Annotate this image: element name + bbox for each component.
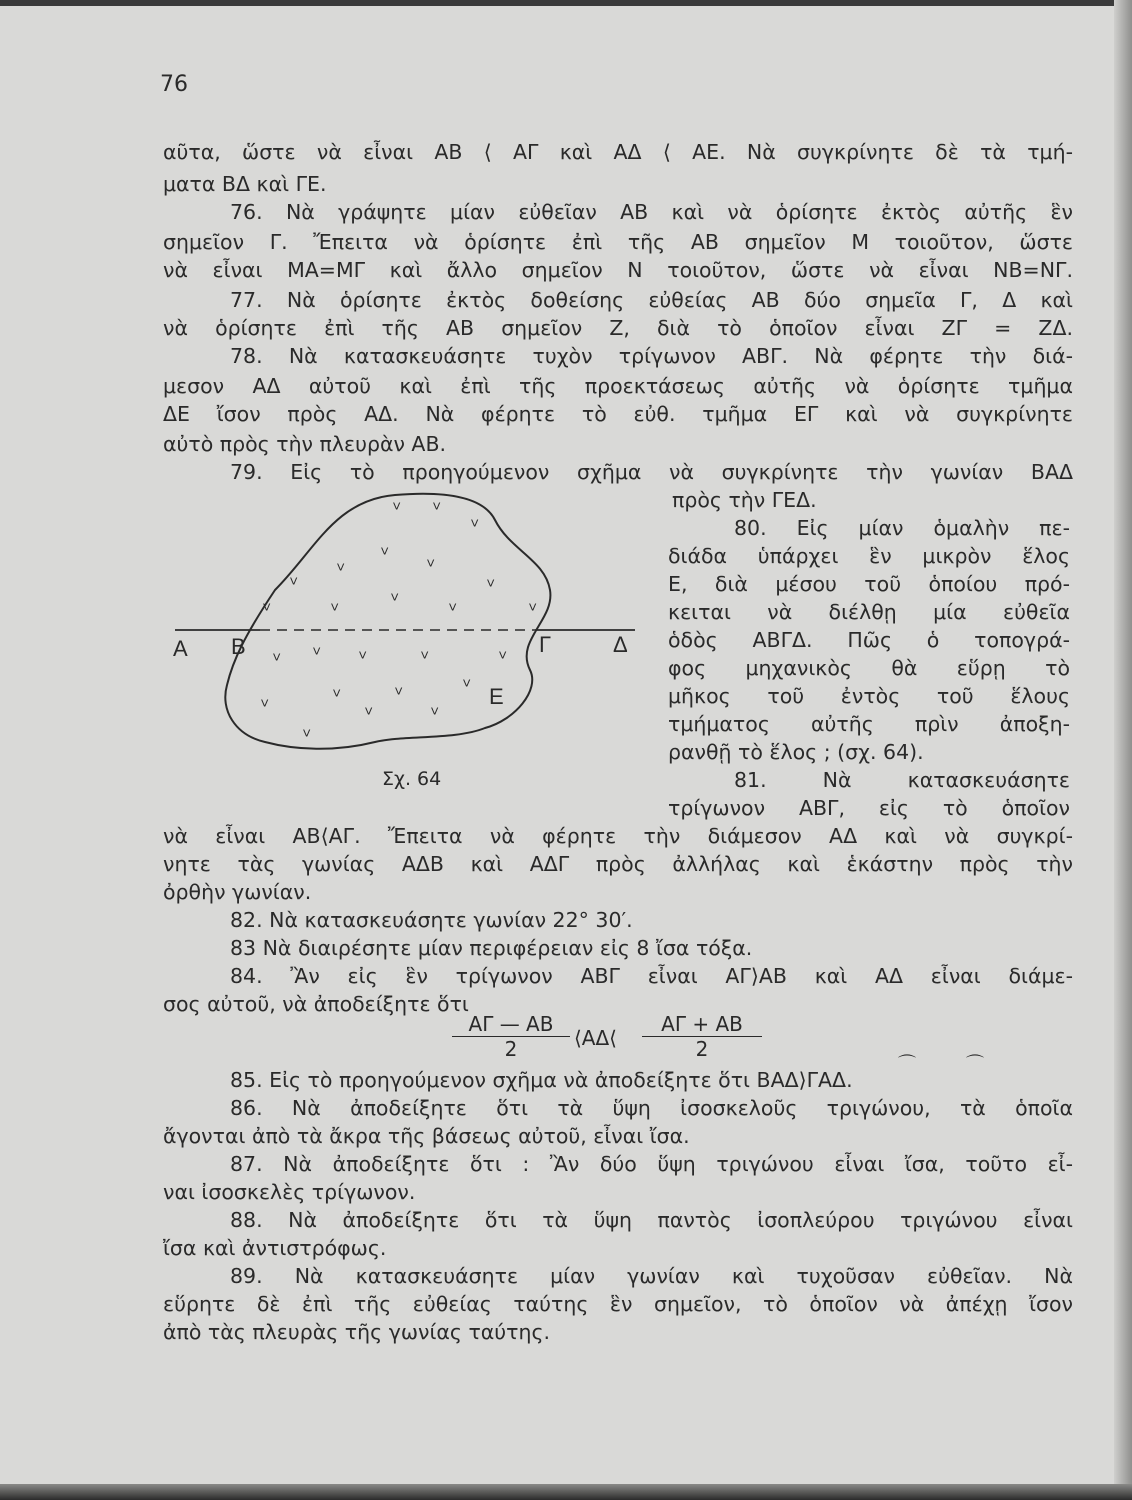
text-line: 85. Εἰς τὸ προηγούμενον σχῆμα νὰ ἀποδείξητε ὅτι ΒΑΔ⟩ΓΑΔ. bbox=[230, 1068, 853, 1092]
text-line: 82. Νὰ κατασκευάσητε γωνίαν 22° 30′. bbox=[230, 908, 633, 932]
text-line: νητε τὰς γωνίας ΑΔΒ καὶ ΑΔΓ πρὸς ἀλλήλας καὶ ἑκάστην πρὸς τὴν bbox=[163, 852, 1073, 876]
text-line: τμήματος αὐτῆς πρὶν ἀποξη- bbox=[668, 712, 1070, 736]
marsh-symbol: ⱽ bbox=[433, 500, 441, 520]
marsh-symbol: ⱽ bbox=[529, 601, 537, 621]
text-line: νὰ εἶναι ΜΑ=ΜΓ καὶ ἄλλο σημεῖον Ν τοιοῦτον, ὥστε νὰ εἶναι ΝΒ=ΝΓ. bbox=[163, 258, 1073, 282]
label-b: Β bbox=[231, 634, 246, 659]
text-line: 78. Νὰ κατασκευάσητε τυχὸν τρίγωνον ΑΒΓ. Νὰ φέρητε τὴν διά- bbox=[230, 344, 1073, 368]
marsh-symbol: ⱽ bbox=[463, 677, 471, 697]
marsh-figure bbox=[165, 480, 665, 770]
marsh-symbol: ⱽ bbox=[431, 705, 439, 725]
text-line: νὰ ὁρίσητε ἐπὶ τῆς ΑΒ σημεῖον Ζ, διὰ τὸ ὁποῖον εἶναι ΖΓ = ΖΔ. bbox=[163, 316, 1073, 340]
text-line: διάδα ὑπάρχει ἓν μικρὸν ἕλος bbox=[668, 544, 1070, 568]
text-line: 79. Εἰς τὸ προηγούμενον σχῆμα νὰ συγκρίνητε τὴν γωνίαν ΒΑΔ bbox=[230, 460, 1073, 484]
text-line: ὁδὸς ΑΒΓΔ. Πῶς ὁ τοπογρά- bbox=[668, 628, 1070, 652]
page-bottom-edge bbox=[0, 1484, 1132, 1500]
marsh-symbol: ⱽ bbox=[333, 687, 341, 707]
text-line: ἄγονται ἀπὸ τὰ ἄκρα τῆς βάσεως αὐτοῦ, εἶναι ἴσα. bbox=[163, 1124, 690, 1148]
page-number: 76 bbox=[160, 72, 188, 97]
page-right-edge bbox=[1114, 0, 1132, 1500]
marsh-symbol: ⱽ bbox=[471, 517, 479, 537]
marsh-symbol: ⱽ bbox=[395, 685, 403, 705]
marsh-symbol: ⱽ bbox=[273, 651, 281, 671]
text-line: κειται νὰ διέλθῃ μία εὐθεῖα bbox=[668, 600, 1070, 624]
text-line: φος μηχανικὸς θὰ εὕρῃ τὸ bbox=[668, 656, 1070, 680]
left-fraction bbox=[452, 1012, 570, 1061]
right-numerator: ΑΓ + ΑΒ bbox=[642, 1012, 762, 1037]
formula-middle: ⟨ΑΔ⟨ bbox=[574, 1026, 617, 1050]
text-line: ἀπὸ τὰς πλευρὰς τῆς γωνίας ταύτης. bbox=[163, 1320, 551, 1344]
marsh-symbol: ⱽ bbox=[303, 727, 311, 747]
text-line: 76. Νὰ γράψητε μίαν εὐθεῖαν ΑΒ καὶ νὰ ὁρίσητε ἐκτὸς αὐτῆς ἓν bbox=[230, 200, 1073, 224]
text-line: Ε, διὰ μέσου τοῦ ὁποίου πρό- bbox=[668, 572, 1070, 596]
text-line: 86. Νὰ ἀποδείξητε ὅτι τὰ ὕψη ἰσοσκελοῦς τριγώνου, τὰ ὁποῖα bbox=[230, 1096, 1073, 1120]
text-line: 87. Νὰ ἀποδείξητε ὅτι : Ἂν δύο ὕψη τριγώνου εἶναι ἴσα, τοῦτο εἶ- bbox=[230, 1152, 1073, 1176]
text-line: αὐτὸ πρὸς τὴν πλευρὰν ΑΒ. bbox=[163, 432, 447, 456]
marsh-symbol: ⱽ bbox=[393, 500, 401, 520]
marsh-symbol: ⱽ bbox=[359, 649, 367, 669]
right-denominator: 2 bbox=[695, 1037, 709, 1061]
marsh-symbol: ⱽ bbox=[331, 601, 339, 621]
text-line: 77. Νὰ ὁρίσητε ἐκτὸς δοθείσης εὐθείας ΑΒ δύο σημεῖα Γ, Δ καὶ bbox=[230, 288, 1073, 312]
marsh-symbol: ⱽ bbox=[487, 577, 495, 597]
text-line: αῦτα, ὥστε νὰ εἶναι ΑΒ ⟨ ΑΓ καὶ ΑΔ ⟨ ΑΕ. Νὰ συγκρίνητε δὲ τὰ τμή- bbox=[163, 140, 1073, 164]
angle-hat-mark: ⌒ bbox=[966, 1054, 984, 1075]
label-a: Α bbox=[173, 636, 188, 661]
text-line: πρὸς τὴν ΓΕΔ. bbox=[672, 488, 817, 512]
text-line: 84. Ἂν εἰς ἓν τρίγωνον ΑΒΓ εἶναι ΑΓ⟩ΑΒ καὶ ΑΔ εἶναι διάμε- bbox=[230, 964, 1073, 988]
text-line: νὰ εἶναι ΑΒ⟨ΑΓ. Ἔπειτα νὰ φέρητε τὴν διάμεσον ΑΔ καὶ νὰ συγκρί- bbox=[163, 824, 1073, 848]
marsh-symbol: ⱽ bbox=[365, 705, 373, 725]
left-denominator: 2 bbox=[504, 1037, 518, 1061]
figure-caption: Σχ. 64 bbox=[382, 768, 442, 790]
marsh-symbol: ⱽ bbox=[449, 601, 457, 621]
text-line: τρίγωνον ΑΒΓ, εἰς τὸ ὁποῖον bbox=[668, 796, 1070, 820]
left-numerator: ΑΓ — ΑΒ bbox=[452, 1012, 570, 1037]
label-g: Γ bbox=[539, 632, 552, 657]
marsh-symbol: ⱽ bbox=[391, 591, 399, 611]
marsh-symbol: ⱽ bbox=[421, 649, 429, 669]
text-line: 88. Νὰ ἀποδείξητε ὅτι τὰ ὕψη παντὸς ἰσοπλεύρου τριγώνου εἶναι bbox=[230, 1208, 1073, 1232]
marsh-symbol: ⱽ bbox=[337, 561, 345, 581]
text-line: 81. Νὰ κατασκευάσητε bbox=[734, 768, 1070, 792]
text-line: σημεῖον Γ. Ἔπειτα νὰ ὁρίσητε ἐπὶ τῆς ΑΒ σημεῖον Μ τοιοῦτον, ὥστε bbox=[163, 230, 1073, 254]
text-line: ματα ΒΔ καὶ ΓΕ. bbox=[163, 172, 327, 196]
marsh-symbol: ⱽ bbox=[313, 645, 321, 665]
text-line: σος αὐτοῦ, νὰ ἀποδείξητε ὅτι bbox=[163, 992, 469, 1016]
text-line: μῆκος τοῦ ἐντὸς τοῦ ἕλους bbox=[668, 684, 1070, 708]
label-d: Δ bbox=[613, 632, 628, 657]
label-e: Ε bbox=[489, 684, 504, 709]
text-line: μεσον ΑΔ αὐτοῦ καὶ ἐπὶ τῆς προεκτάσεως αὐτῆς νὰ ὁρίσητε τμῆμα bbox=[163, 374, 1073, 398]
marsh-symbol: ⱽ bbox=[261, 697, 269, 717]
text-line: ναι ἰσοσκελὲς τρίγωνον. bbox=[163, 1180, 416, 1204]
page-top-edge bbox=[0, 0, 1132, 6]
marsh-outline bbox=[225, 494, 550, 749]
text-line: 80. Εἰς μίαν ὁμαλὴν πε- bbox=[734, 516, 1070, 540]
marsh-symbol: ⱽ bbox=[263, 601, 271, 621]
text-line: ὀρθὴν γωνίαν. bbox=[163, 880, 312, 904]
text-line: 83 Νὰ διαιρέσητε μίαν περιφέρειαν εἰς 8 ἴσα τόξα. bbox=[230, 936, 753, 960]
marsh-symbol: ⱽ bbox=[499, 649, 507, 669]
marsh-symbol: ⱽ bbox=[290, 575, 298, 595]
text-line: ρανθῇ τὸ ἕλος ; (σχ. 64). bbox=[668, 740, 924, 764]
marsh-symbols bbox=[261, 500, 537, 747]
angle-hat-mark: ⌒ bbox=[898, 1054, 916, 1075]
right-fraction bbox=[642, 1012, 762, 1061]
marsh-symbol: ⱽ bbox=[381, 545, 389, 565]
text-line: ἴσα καὶ ἀντιστρόφως. bbox=[163, 1236, 387, 1260]
text-line: ΔΕ ἴσον πρὸς ΑΔ. Νὰ φέρητε τὸ εὐθ. τμῆμα ΕΓ καὶ νὰ συγκρίνητε bbox=[163, 402, 1073, 426]
marsh-symbol: ⱽ bbox=[427, 557, 435, 577]
text-line: εὕρητε δὲ ἐπὶ τῆς εὐθείας ταύτης ἓν σημεῖον, τὸ ὁποῖον νὰ ἀπέχῃ ἴσον bbox=[163, 1292, 1073, 1316]
text-line: 89. Νὰ κατασκευάσητε μίαν γωνίαν καὶ τυχοῦσαν εὐθεῖαν. Νὰ bbox=[230, 1264, 1073, 1288]
